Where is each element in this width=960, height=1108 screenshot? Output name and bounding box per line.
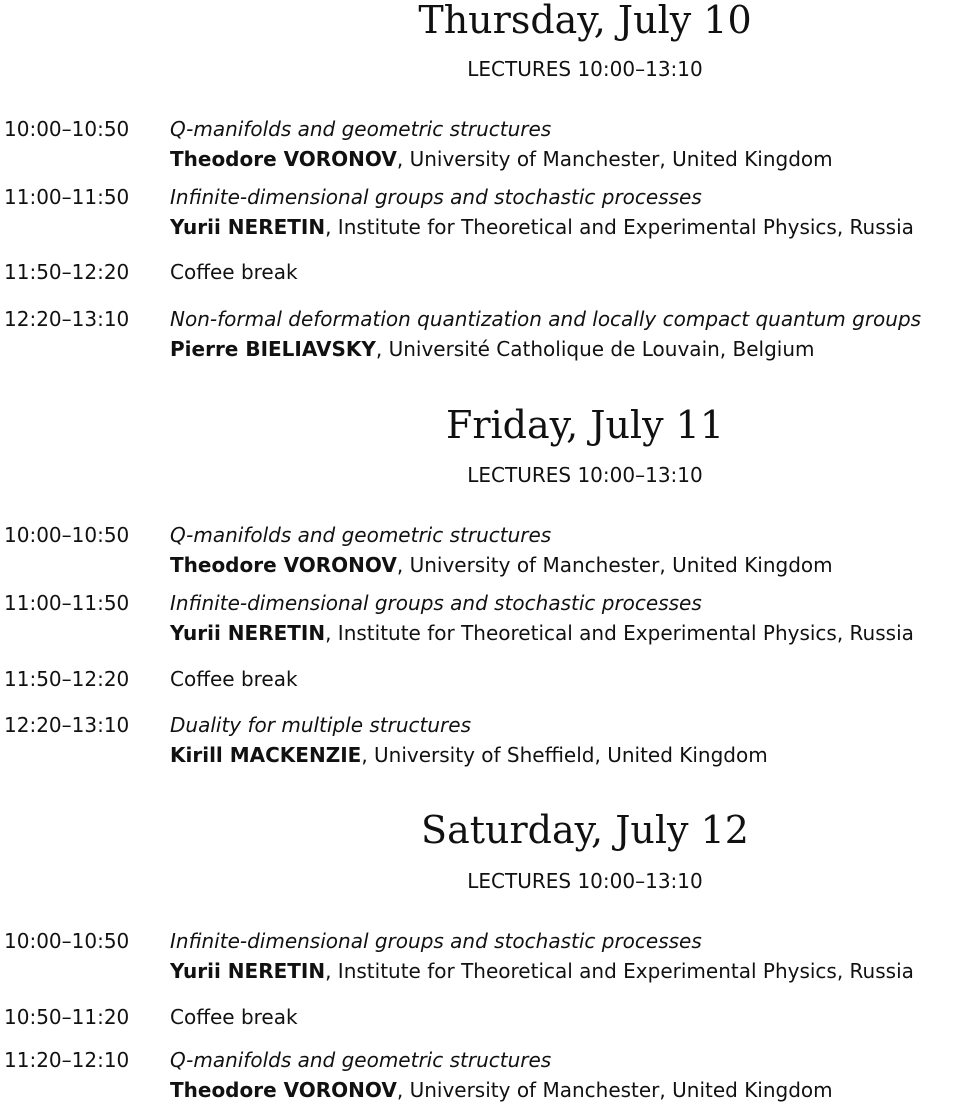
speaker-name: Yurii NERETIN bbox=[170, 959, 326, 983]
slot-time: 10:00–10:50 bbox=[4, 929, 130, 953]
day-title: Saturday, July 12 bbox=[421, 808, 749, 852]
day-title: Thursday, July 10 bbox=[418, 0, 752, 42]
talk-title: Q-manifolds and geometric structures bbox=[170, 1048, 552, 1072]
slot-time: 11:00–11:50 bbox=[4, 185, 130, 209]
speaker-affiliation: , Institute for Theoretical and Experimental Physics, Russia bbox=[325, 959, 914, 983]
lectures-hours: LECTURES 10:00–13:10 bbox=[467, 869, 703, 893]
speaker-affiliation: , University of Sheffield, United Kingdom bbox=[361, 743, 768, 767]
slot-time: 10:50–11:20 bbox=[4, 1005, 130, 1029]
slot-time: 12:20–13:10 bbox=[4, 307, 130, 331]
speaker-name: Kirill MACKENZIE bbox=[170, 743, 362, 767]
speaker-affiliation: , University of Manchester, United Kingdom bbox=[396, 553, 833, 577]
coffee-break-label: Coffee break bbox=[170, 1005, 298, 1029]
talk-title: Q-manifolds and geometric structures bbox=[170, 523, 552, 547]
slot-time: 11:50–12:20 bbox=[4, 260, 130, 284]
coffee-break-label: Coffee break bbox=[170, 667, 298, 691]
slot-time: 10:00–10:50 bbox=[4, 117, 130, 141]
speaker-affiliation: , Université Catholique de Louvain, Belgium bbox=[375, 337, 815, 361]
speaker-affiliation: , Institute for Theoretical and Experimental Physics, Russia bbox=[325, 215, 914, 239]
slot-time: 11:00–11:50 bbox=[4, 591, 130, 615]
slot-time: 12:20–13:10 bbox=[4, 713, 130, 737]
speaker-affiliation: , Institute for Theoretical and Experimental Physics, Russia bbox=[325, 621, 914, 645]
lectures-hours: LECTURES 10:00–13:10 bbox=[467, 57, 703, 81]
talk-title: Non-formal deformation quantization and locally compact quantum groups bbox=[170, 307, 922, 331]
talk-title: Infinite-dimensional groups and stochastic processes bbox=[170, 591, 702, 615]
speaker-name: Yurii NERETIN bbox=[170, 215, 326, 239]
slot-time: 11:50–12:20 bbox=[4, 667, 130, 691]
slot-time: 11:20–12:10 bbox=[4, 1048, 130, 1072]
speaker-name: Theodore VORONOV bbox=[170, 147, 397, 171]
speaker-name: Yurii NERETIN bbox=[170, 621, 326, 645]
speaker-affiliation: , University of Manchester, United Kingdom bbox=[396, 1078, 833, 1102]
slot-time: 10:00–10:50 bbox=[4, 523, 130, 547]
talk-title: Q-manifolds and geometric structures bbox=[170, 117, 552, 141]
speaker-affiliation: , University of Manchester, United Kingdom bbox=[396, 147, 833, 171]
coffee-break-label: Coffee break bbox=[170, 260, 298, 284]
speaker-name: Pierre BIELIAVSKY bbox=[170, 337, 376, 361]
talk-title: Infinite-dimensional groups and stochastic processes bbox=[170, 185, 702, 209]
speaker-name: Theodore VORONOV bbox=[170, 1078, 397, 1102]
day-title: Friday, July 11 bbox=[445, 403, 724, 447]
talk-title: Duality for multiple structures bbox=[170, 713, 471, 737]
lectures-hours: LECTURES 10:00–13:10 bbox=[467, 463, 703, 487]
talk-title: Infinite-dimensional groups and stochastic processes bbox=[170, 929, 702, 953]
speaker-name: Theodore VORONOV bbox=[170, 553, 397, 577]
